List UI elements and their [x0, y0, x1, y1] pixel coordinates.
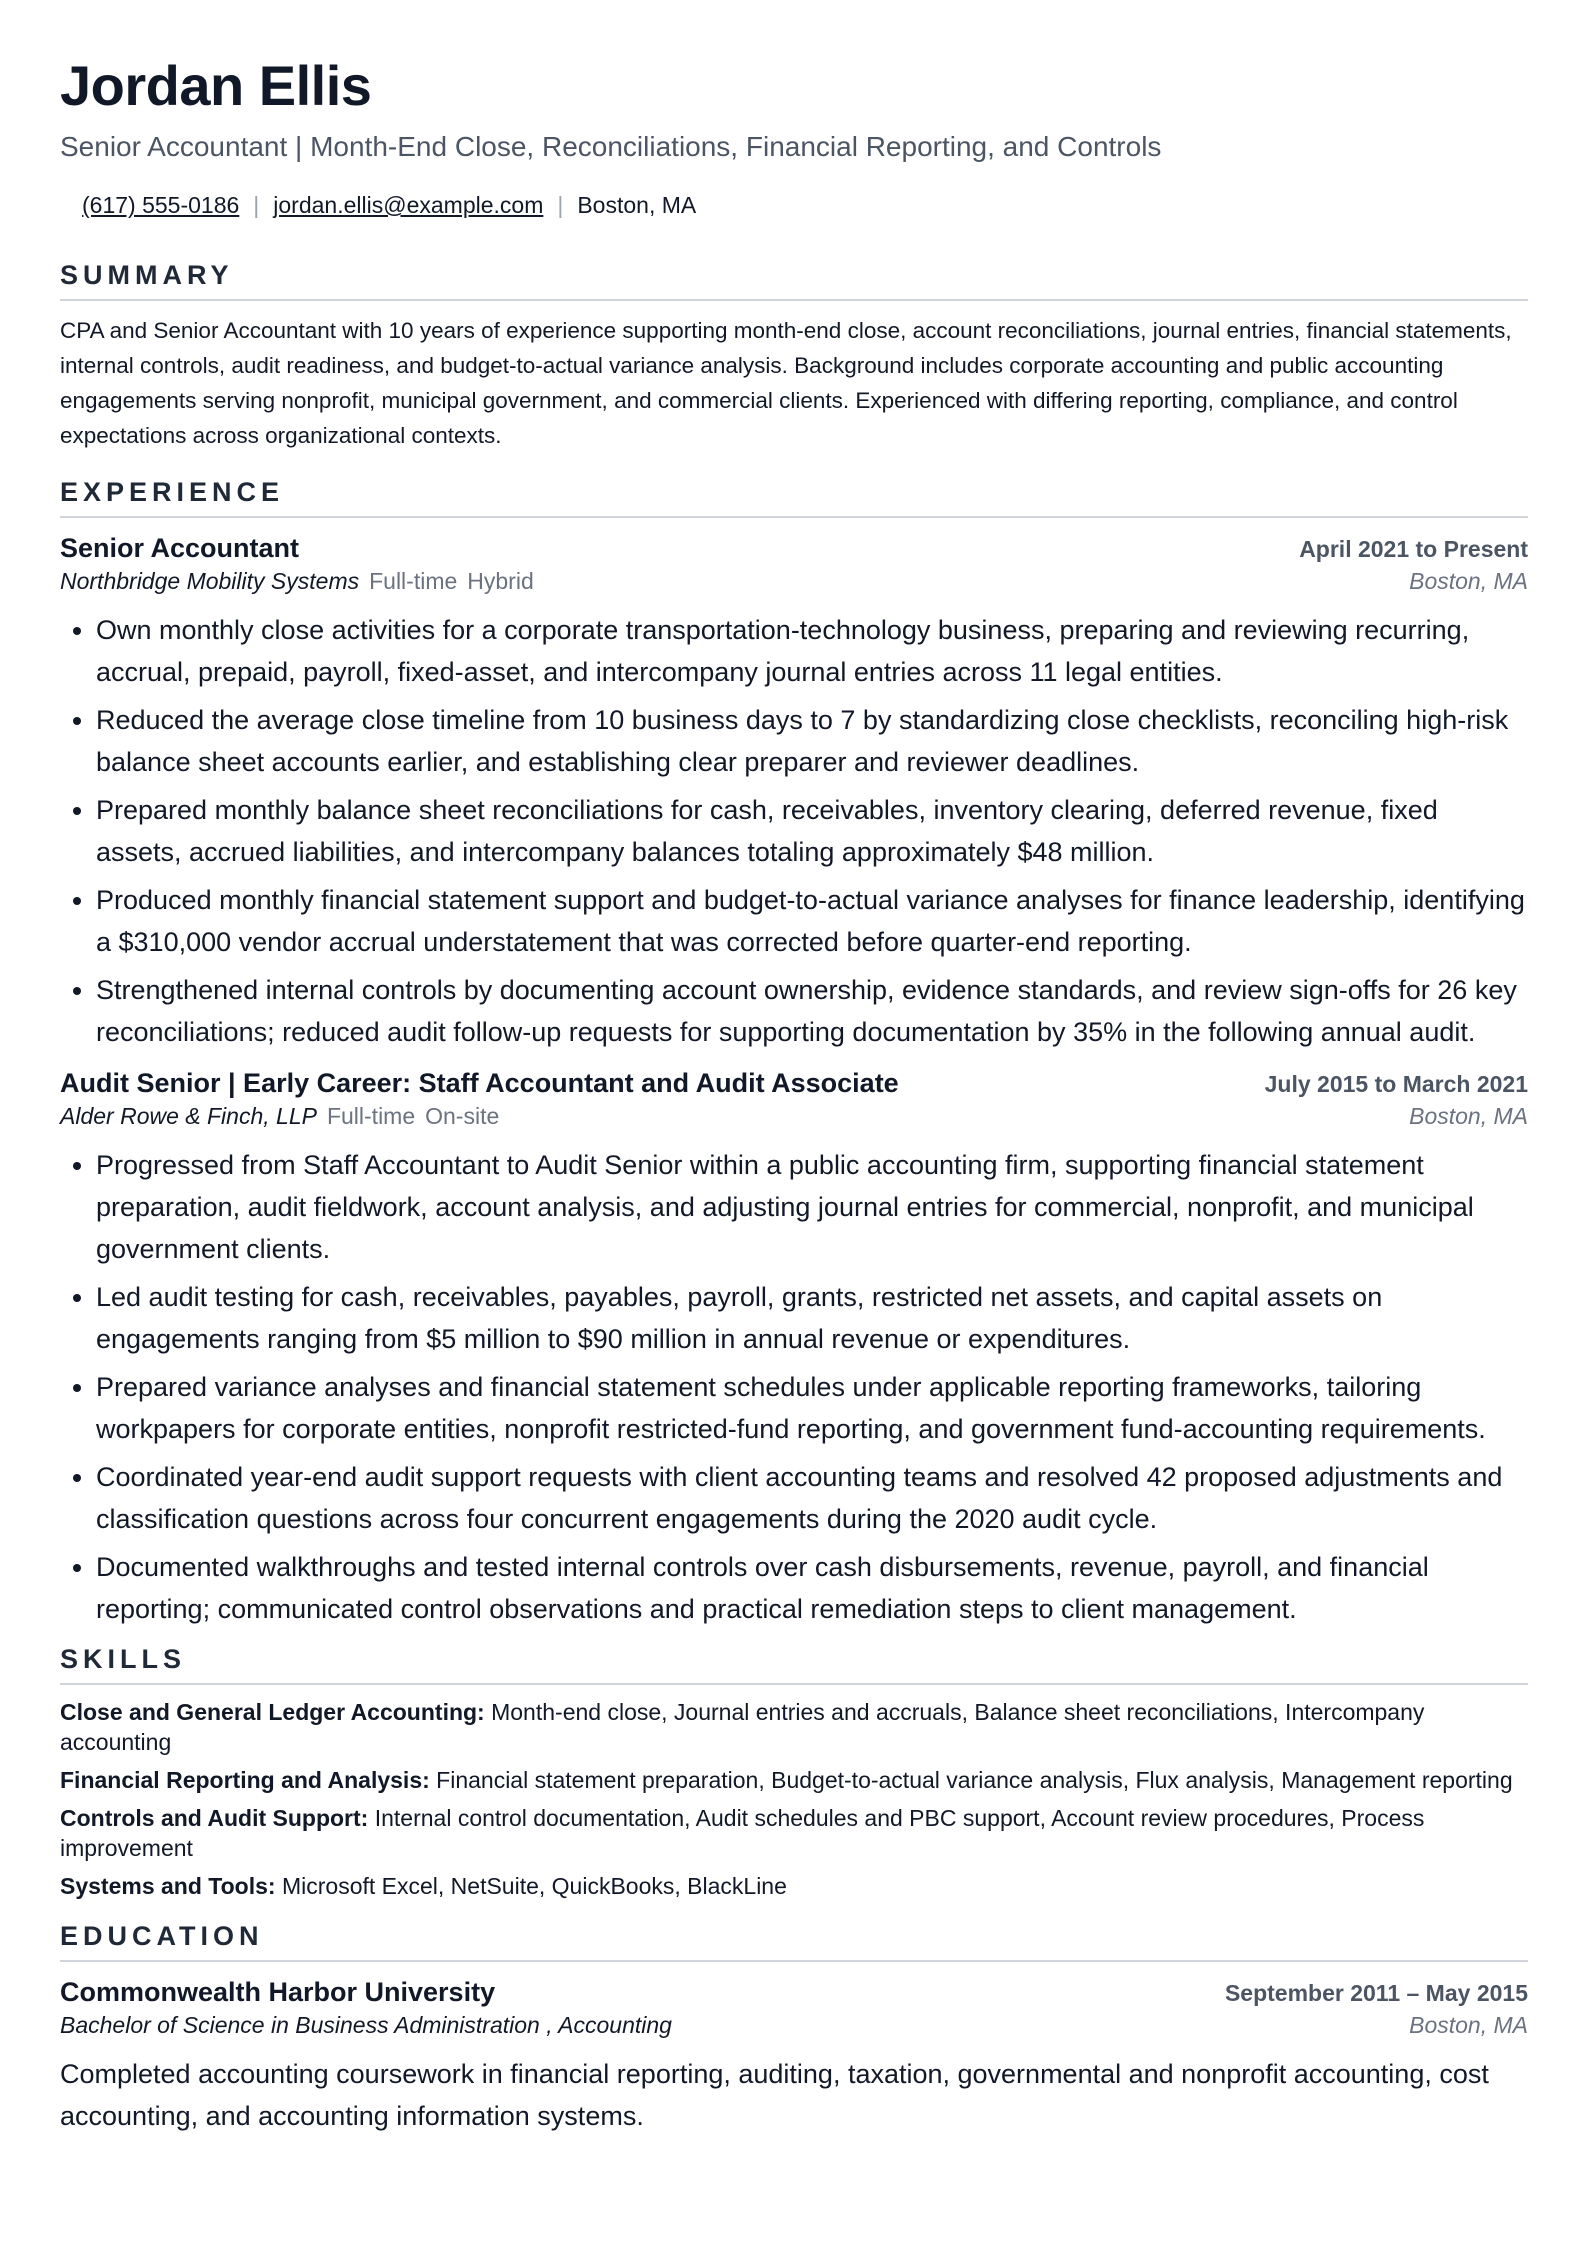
education-location: Boston, MA	[1409, 2012, 1528, 2038]
work-mode: On-site	[425, 1103, 500, 1129]
job-title: Senior Accountant	[60, 533, 300, 563]
job-title: Audit Senior | Early Career: Staff Accountant and Audit Associate	[60, 1068, 899, 1098]
job-bullets	[60, 609, 1528, 1053]
degree-name: Bachelor of Science in Business Administration , Accounting	[60, 2012, 672, 2038]
summary-text: CPA and Senior Accountant with 10 years of experience supporting month-end close, account reconciliations, journal entries, financial statements, internal controls, audit readiness, and budget-to-actual variance analysis. Background includes corporate accounting and public accounting engagements serving nonprofit, municipal government, and commercial clients. Experienced with differing reporting, compliance, and control expectations across organizational contexts.	[60, 318, 1512, 448]
employment-type: Full-time	[369, 568, 458, 594]
work-mode: Hybrid	[467, 568, 534, 594]
email-link[interactable]: jordan.ellis@example.com	[273, 192, 544, 218]
company-name: Northbridge Mobility Systems	[60, 568, 360, 594]
skill-row	[60, 1803, 1528, 1863]
education-description: Completed accounting coursework in financial reporting, auditing, taxation, governmental and nonprofit accounting, cost accounting, and accounting information systems.	[60, 2059, 1489, 2131]
job-location: Boston, MA	[1409, 1103, 1528, 1129]
bullet-item: • Prepared variance analyses and financial statement schedules under applicable reporting frameworks, tailoring workpapers for corporate entities, nonprofit restricted-fund reporting, and government fund-accounting requirements.	[96, 1366, 1528, 1450]
skills-section	[60, 1642, 1528, 1901]
employment-type: Full-time	[326, 1103, 416, 1129]
section-title-summary: SUMMARY	[60, 258, 1528, 301]
phone-link[interactable]: (617) 555-0186	[82, 192, 240, 218]
job-dates: April 2021 to Present	[1299, 536, 1528, 562]
summary-section	[60, 258, 1528, 453]
skill-items: Internal control documentation, Audit schedules and PBC support, Account review procedures, Process improvement	[60, 1805, 1425, 1861]
location-text: Boston, MA	[577, 192, 697, 218]
candidate-name: Jordan Ellis	[60, 54, 372, 117]
education-dates: September 2011 – May 2015	[1224, 1980, 1528, 2006]
bullet-item: • Documented walkthroughs and tested internal controls over cash disbursements, revenue, payroll, and financial reporting; communicated control observations and practical remediation steps to client management.	[96, 1546, 1528, 1630]
contact-separator: |	[557, 192, 564, 218]
job-entry	[60, 1065, 1528, 1630]
skill-category: Systems and Tools:	[60, 1873, 276, 1899]
section-title-education: EDUCATION	[60, 1919, 1528, 1962]
skill-items: Financial statement preparation, Budget-to-actual variance analysis, Flux analysis, Management reporting	[436, 1767, 1513, 1793]
bullet-item: • Led audit testing for cash, receivables, payables, payroll, grants, restricted net assets, and capital assets on engagements ranging from $5 million to $90 million in annual revenue or expenditures.	[96, 1276, 1528, 1360]
bullet-item: • Own monthly close activities for a corporate transportation-technology business, preparing and reviewing recurring, accrual, prepaid, payroll, fixed-asset, and intercompany journal entries across 11 legal entities.	[96, 609, 1528, 693]
section-title-skills: SKILLS	[60, 1642, 1528, 1685]
education-entry	[60, 1974, 1528, 2137]
bullet-item: • Progressed from Staff Accountant to Audit Senior within a public accounting firm, supporting financial statement preparation, audit fieldwork, account analysis, and adjusting journal entries for commercial, nonprofit, and municipal government clients.	[96, 1144, 1528, 1270]
contact-line	[60, 190, 1528, 220]
skill-items: Month-end close, Journal entries and accruals, Balance sheet reconciliations, Intercompany accounting	[60, 1699, 1425, 1755]
bullet-item: • Produced monthly financial statement support and budget-to-actual variance analyses for finance leadership, identifying a $310,000 vendor accrual understatement that was corrected before quarter-end reporting.	[96, 879, 1528, 963]
skill-category: Close and General Ledger Accounting:	[60, 1699, 485, 1725]
education-section	[60, 1919, 1528, 2137]
job-dates: July 2015 to March 2021	[1264, 1071, 1528, 1097]
job-location: Boston, MA	[1409, 568, 1528, 594]
skill-category: Controls and Audit Support:	[60, 1805, 369, 1831]
headline: Senior Accountant | Month-End Close, Reconciliations, Financial Reporting, and Controls	[60, 131, 1162, 162]
bullet-item: • Strengthened internal controls by documenting account ownership, evidence standards, and review sign-offs for 26 key reconciliations; reduced audit follow-up requests for supporting documentation by 35% in the following annual audit.	[96, 969, 1528, 1053]
skill-row	[60, 1697, 1528, 1757]
section-title-experience: EXPERIENCE	[60, 475, 1528, 518]
contact-separator: |	[253, 192, 260, 218]
job-bullets	[60, 1144, 1528, 1630]
skill-items: Microsoft Excel, NetSuite, QuickBooks, BlackLine	[281, 1873, 787, 1899]
bullet-item: • Reduced the average close timeline from 10 business days to 7 by standardizing close checklists, reconciling high-risk balance sheet accounts earlier, and establishing clear preparer and reviewer deadlines.	[96, 699, 1528, 783]
job-entry	[60, 530, 1528, 1053]
bullet-item: • Coordinated year-end audit support requests with client accounting teams and resolved 42 proposed adjustments and classification questions across four concurrent engagements during the 2020 audit cycle.	[96, 1456, 1528, 1540]
company-name: Alder Rowe & Finch, LLP	[60, 1103, 317, 1129]
bullet-item: • Prepared monthly balance sheet reconciliations for cash, receivables, inventory clearing, deferred revenue, fixed assets, accrued liabilities, and intercompany balances totaling approximately $48 million.	[96, 789, 1528, 873]
skill-row	[60, 1871, 1528, 1901]
experience-section	[60, 475, 1528, 1630]
skill-row	[60, 1765, 1528, 1795]
skill-category: Financial Reporting and Analysis:	[60, 1767, 430, 1793]
school-name: Commonwealth Harbor University	[60, 1977, 496, 2007]
